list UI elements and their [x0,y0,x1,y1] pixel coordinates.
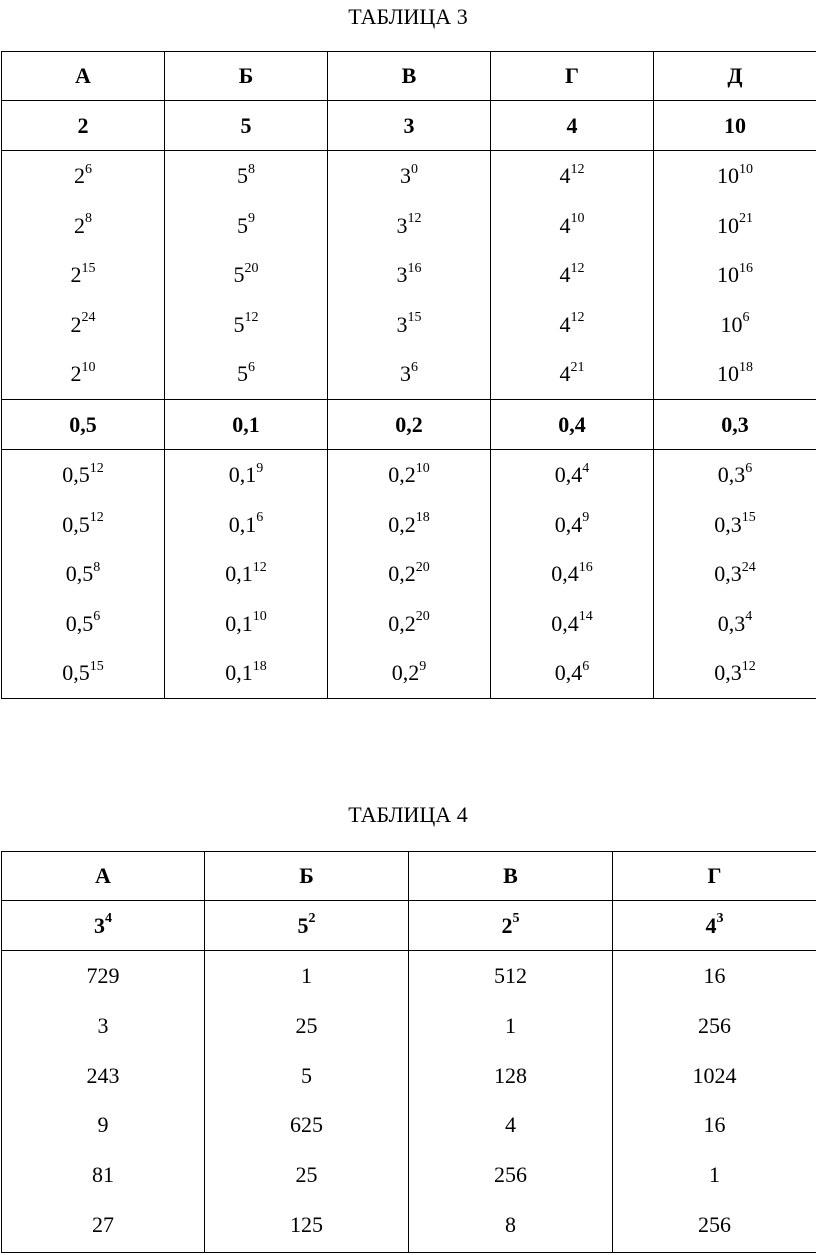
power-exponent: 20 [415,559,430,575]
power-expression [2,450,164,500]
power-base: 4 [559,361,571,387]
table-4 [1,851,816,1253]
power-expression [654,549,816,599]
power-base: 4 [705,912,717,938]
base-power [613,901,816,951]
power-base: 2 [70,262,82,288]
powers-cell [2,151,165,400]
power-expression [328,349,490,399]
base-power [205,901,409,951]
power-expression [654,599,816,649]
base-value: 0,5 [2,400,165,450]
power-base: 0,3 [714,561,742,587]
power-expression [654,648,816,698]
power-exponent: 10 [415,460,430,476]
values-cell [205,951,409,1253]
value-item: 16 [703,1112,726,1138]
power-exponent: 8 [85,211,92,227]
power-expression [165,349,327,399]
power-exponent: 16 [739,260,753,276]
column-header: В [409,852,613,901]
value-item: 256 [698,1012,731,1038]
power-expression [654,450,816,500]
power-expression [165,648,327,698]
power-exponent: 12 [570,260,585,276]
power-exponent: 12 [252,559,267,575]
base-value: 0,3 [654,400,816,450]
power-expression [328,500,490,550]
power-base: 4 [559,163,571,188]
powers-cell [165,450,328,699]
power-base: 0,2 [388,511,416,537]
power-base: 4 [559,262,571,288]
powers-cell [2,450,165,699]
power-exponent: 6 [256,510,264,526]
power-exponent: 3 [716,911,724,927]
power-expression [654,300,816,350]
power-exponent: 15 [89,659,104,675]
power-base: 5 [237,163,248,188]
base-value: 3 [328,101,491,151]
power-base: 2 [74,212,85,238]
power-expression [165,599,327,649]
power-expression [165,250,327,300]
power-base: 0,3 [717,610,746,636]
power-exponent: 6 [93,609,101,625]
table-4-values-row [2,951,816,1253]
power-base: 10 [717,163,739,188]
power-exponent: 9 [256,460,264,476]
power-exponent: 6 [582,659,590,675]
power-expression [654,250,816,300]
power-exponent: 10 [252,609,267,625]
power-base: 0,4 [551,561,579,587]
power-exponent: 15 [81,260,96,276]
value-item: 25 [295,1162,318,1188]
power-base: 0,2 [388,462,416,487]
power-expression [165,151,327,201]
power-base: 0,5 [62,462,90,487]
power-base: 0,1 [225,660,253,686]
column-header: В [328,52,491,101]
power-exponent: 10 [739,161,753,177]
power-base: 5 [233,311,245,337]
power-expression [328,300,490,350]
power-expression [2,349,164,399]
power-expression [2,500,164,550]
power-base: 0,5 [65,610,94,636]
power-expression [491,450,653,500]
value-item: 256 [494,1162,527,1188]
power-base: 10 [717,262,739,288]
base-value: 0,4 [491,400,654,450]
power-expression [654,500,816,550]
table-4-base-row [2,901,816,951]
power-base: 0,3 [714,660,742,686]
power-exponent: 12 [89,510,104,526]
value-item: 16 [703,963,726,988]
power-expression [491,250,653,300]
power-exponent: 15 [407,310,422,326]
table-4-title: ТАБЛИЦА 4 [348,802,468,827]
power-expression [165,500,327,550]
power-exponent: 10 [81,360,96,376]
power-exponent: 4 [582,460,590,476]
power-expression [2,250,164,300]
power-expression [491,201,653,251]
power-expression [2,151,164,201]
value-item: 9 [97,1112,109,1138]
value-item: 1 [301,963,312,988]
power-expression [328,151,490,201]
power-expression [491,500,653,550]
power-expression [2,648,164,698]
power-exponent: 12 [570,161,585,177]
power-base: 5 [233,262,245,288]
values-cell [613,951,816,1253]
power-base: 0,1 [228,511,257,537]
power-base: 3 [400,361,411,387]
value-item: 256 [698,1211,731,1237]
value-item: 27 [92,1211,114,1237]
power-exponent: 6 [85,161,92,177]
power-expression [654,151,816,201]
power-exponent: 16 [578,559,593,575]
power-base: 0,3 [717,462,746,487]
power-expression [491,648,653,698]
power-base: 0,5 [62,511,90,537]
power-exponent: 6 [411,360,418,376]
power-exponent: 20 [244,260,259,276]
power-base: 0,1 [225,610,253,636]
table-3-powers-row-2 [2,450,816,699]
power-base: 0,2 [388,561,416,587]
power-base: 0,2 [388,610,416,636]
value-item: 243 [86,1062,120,1088]
power-base: 0,5 [65,561,94,587]
table-3-title: ТАБЛИЦА 3 [348,4,468,29]
power-expression [328,599,490,649]
column-header: Д [654,52,816,101]
power-exponent: 9 [248,211,255,227]
power-expression [328,201,490,251]
table-3 [1,51,816,699]
power-expression [491,349,653,399]
column-header: А [2,52,165,101]
power-exponent: 6 [745,460,753,476]
power-exponent: 10 [570,211,585,227]
power-exponent: 14 [578,609,593,625]
power-expression [165,549,327,599]
power-base: 0,4 [551,610,579,636]
power-expression [328,648,490,698]
power-exponent: 9 [582,510,590,526]
powers-cell [328,151,491,400]
power-expression [491,151,653,201]
power-expression [654,349,816,399]
power-exponent: 12 [741,659,756,675]
power-expression [491,599,653,649]
power-exponent: 15 [741,510,756,526]
table-3-base-row-2 [2,400,816,450]
base-value: 0,1 [165,400,328,450]
value-item: 25 [295,1012,318,1038]
power-base: 0,4 [554,462,583,487]
power-expression [165,450,327,500]
value-item: 8 [505,1211,516,1237]
power-exponent: 5 [512,911,520,927]
power-base: 10 [720,311,743,337]
power-expression [328,450,490,500]
power-expression [491,549,653,599]
power-base: 3 [396,262,408,288]
value-item: 5 [301,1062,312,1088]
power-exponent: 24 [741,559,756,575]
power-base: 0,4 [554,511,583,537]
power-base: 0,4 [554,660,583,686]
power-base: 2 [74,163,85,188]
table-3-powers-row-1 [2,151,816,400]
power-exponent: 0 [411,161,418,177]
powers-cell [491,450,654,699]
power-exponent: 24 [81,310,96,326]
power-base: 0,1 [225,561,253,587]
power-base: 10 [717,361,739,387]
power-base: 3 [94,912,105,938]
power-exponent: 16 [407,260,422,276]
column-header: Г [613,852,816,901]
power-exponent: 8 [93,559,101,575]
table-3-header-row [2,52,816,101]
power-exponent: 4 [745,609,753,625]
power-base: 2 [501,912,513,938]
power-exponent: 6 [248,360,255,376]
powers-cell [165,151,328,400]
base-value: 2 [2,101,165,151]
column-header: Б [205,852,409,901]
power-expression [2,599,164,649]
power-expression [165,300,327,350]
power-expression [2,549,164,599]
value-item: 125 [290,1211,323,1237]
table-3-base-row-1 [2,101,816,151]
power-base: 5 [297,912,309,938]
values-cell [2,951,205,1253]
powers-cell [654,151,816,400]
column-header: Г [491,52,654,101]
power-base: 0,2 [391,660,420,686]
base-power [2,901,205,951]
power-expression [491,300,653,350]
power-base: 3 [396,212,408,238]
power-base: 2 [70,311,82,337]
value-item: 128 [494,1062,527,1088]
power-expression [165,201,327,251]
base-power [409,901,613,951]
powers-cell [491,151,654,400]
value-item: 729 [86,963,120,988]
value-item: 625 [290,1112,323,1138]
power-base: 0,1 [228,462,257,487]
power-exponent: 12 [89,460,104,476]
power-exponent: 18 [252,659,267,675]
power-exponent: 20 [415,609,430,625]
power-exponent: 21 [570,360,585,376]
value-item: 4 [505,1112,516,1138]
power-exponent: 18 [739,360,753,376]
power-base: 4 [559,212,571,238]
table-4-header-row [2,852,816,901]
power-exponent: 12 [244,310,259,326]
base-value: 10 [654,101,816,151]
power-exponent: 12 [570,310,585,326]
power-exponent: 2 [308,911,316,927]
power-expression [2,201,164,251]
values-cell [409,951,613,1253]
power-exponent: 4 [105,911,112,927]
power-base: 10 [717,212,739,238]
power-base: 0,5 [62,660,90,686]
value-item: 1 [505,1012,516,1038]
powers-cell [328,450,491,699]
power-base: 5 [237,212,248,238]
base-value: 4 [491,101,654,151]
power-base: 4 [559,311,571,337]
value-item: 1024 [692,1062,737,1088]
power-expression [2,300,164,350]
power-exponent: 12 [407,211,422,227]
power-base: 3 [400,163,411,188]
power-exponent: 6 [742,310,750,326]
power-exponent: 9 [419,659,427,675]
value-item: 1 [709,1162,720,1188]
power-base: 2 [70,361,82,387]
power-expression [654,201,816,251]
power-base: 0,3 [714,511,742,537]
value-item: 3 [97,1012,109,1038]
base-value: 5 [165,101,328,151]
powers-cell [654,450,816,699]
value-item: 81 [92,1162,114,1188]
power-expression [328,250,490,300]
base-value: 0,2 [328,400,491,450]
power-expression [328,549,490,599]
power-exponent: 21 [739,211,753,227]
power-base: 5 [237,361,248,387]
value-item: 512 [494,963,527,988]
power-base: 3 [396,311,408,337]
power-exponent: 18 [415,510,430,526]
column-header: Б [165,52,328,101]
column-header: А [2,852,205,901]
power-exponent: 8 [248,161,255,177]
